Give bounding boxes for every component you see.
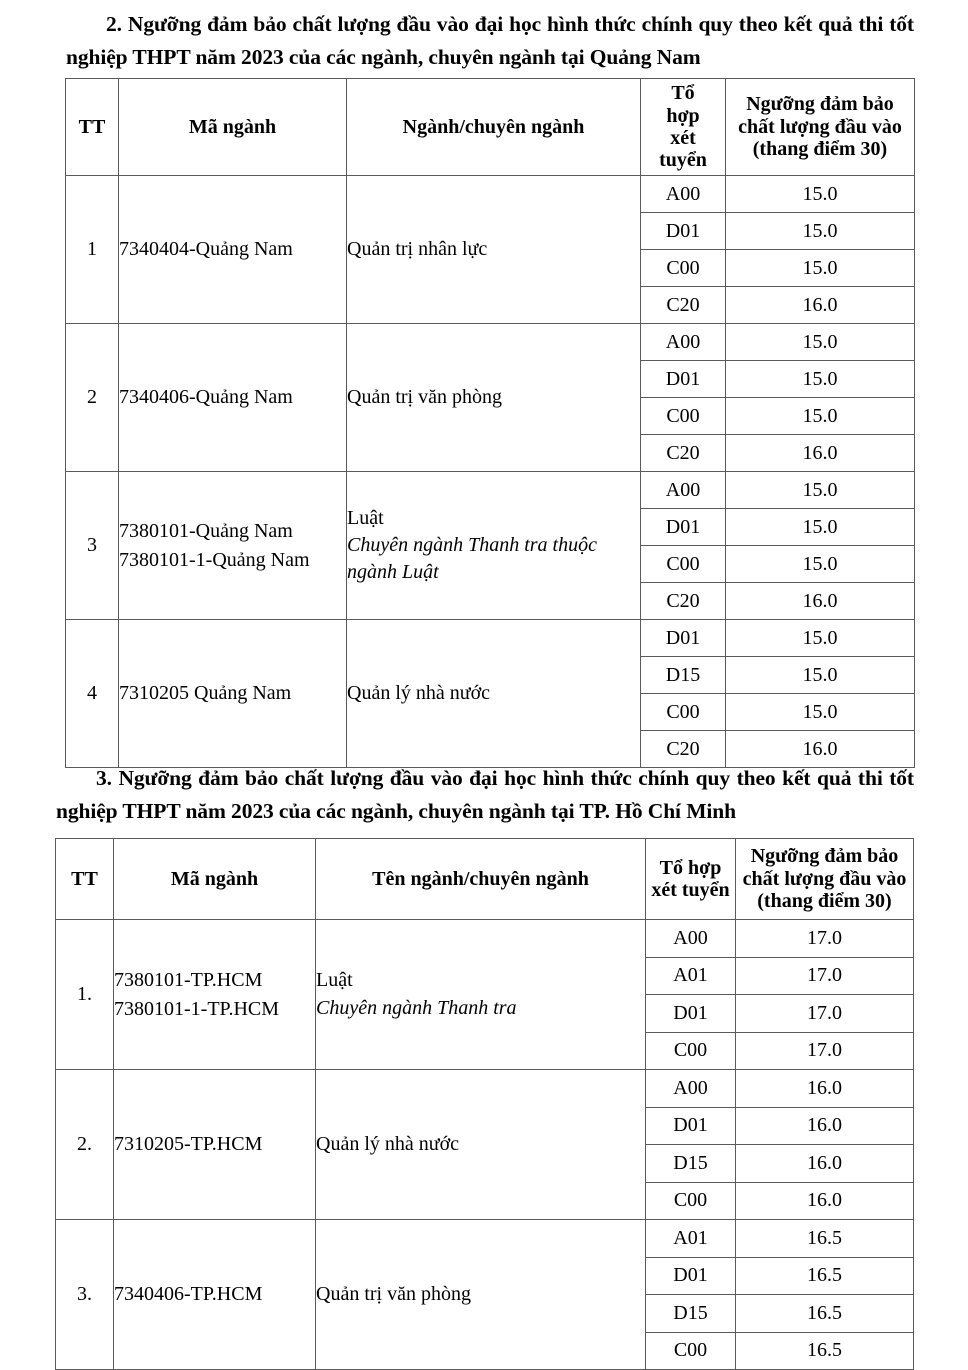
nganh-line-specialization: Chuyên ngành Thanh tra: [316, 996, 517, 1019]
cell-nguong: 15.0: [726, 398, 915, 435]
ma-nganh-line: 7380101-1-Quảng Nam: [119, 548, 310, 571]
cell-nguong: 17.0: [736, 995, 914, 1033]
cell-nguong: 15.0: [726, 657, 915, 694]
cell-to-hop: D01: [641, 213, 726, 250]
cell-to-hop: C20: [641, 435, 726, 472]
cell-to-hop: A00: [646, 1070, 736, 1108]
ma-nganh-line: 7380101-Quảng Nam: [119, 520, 293, 543]
ma-nganh-line: 7340406-TP.HCM: [114, 1283, 263, 1306]
cell-nguong: 15.0: [726, 620, 915, 657]
cell-to-hop: A00: [641, 472, 726, 509]
cell-nganh: [347, 324, 641, 472]
cell-to-hop: C00: [646, 1182, 736, 1220]
nganh-line: Luật: [347, 506, 384, 529]
cell-nguong: 16.0: [726, 731, 915, 768]
cell-nguong: 16.0: [736, 1182, 914, 1220]
cell-to-hop: A00: [641, 324, 726, 361]
tphcm-threshold-table: [55, 838, 914, 1370]
cell-nguong: 15.0: [726, 213, 915, 250]
cell-nganh: [347, 176, 641, 324]
ma-nganh-line: 7380101-TP.HCM: [114, 969, 263, 992]
col-header-nganh: Ngành/chuyên ngành: [347, 79, 641, 176]
cell-to-hop: C20: [641, 583, 726, 620]
table-row: [66, 324, 915, 361]
cell-nguong: 15.0: [726, 361, 915, 398]
cell-tt: 3: [66, 472, 119, 620]
cell-nguong: 17.0: [736, 920, 914, 958]
cell-tt: 2.: [56, 1070, 114, 1220]
cell-nguong: 15.0: [726, 546, 915, 583]
nganh-line-specialization: Chuyên ngành Thanh tra thuộc ngành Luật: [347, 533, 597, 584]
col-header-to-hop-line-1: Tổ hợp: [659, 856, 722, 879]
cell-ma-nganh: [119, 472, 347, 620]
cell-tt: 4: [66, 620, 119, 768]
cell-nguong: 15.0: [726, 472, 915, 509]
cell-nguong: 16.5: [736, 1295, 914, 1333]
nganh-line: Quản trị văn phòng: [347, 385, 502, 408]
col-header-nguong-line-2: chất lượng đầu vào: [742, 867, 907, 890]
table-1-body: [66, 176, 915, 768]
col-header-nguong-line-1: Ngưỡng đảm bảo: [746, 93, 894, 116]
col-header-nguong-line-3: (thang điểm 30): [757, 890, 892, 913]
cell-to-hop: D01: [641, 620, 726, 657]
cell-to-hop: D15: [641, 657, 726, 694]
cell-nganh: [316, 1070, 646, 1220]
ma-nganh-line: 7340404-Quảng Nam: [119, 238, 293, 261]
col-header-tt: TT: [66, 79, 119, 176]
cell-nganh: [347, 620, 641, 768]
col-header-tt: TT: [56, 839, 114, 920]
cell-nganh: [347, 472, 641, 620]
cell-to-hop: A00: [646, 920, 736, 958]
col-header-to-hop-line-3: xét: [670, 127, 696, 149]
col-header-nguong-line-1: Ngưỡng đảm bảo: [750, 845, 899, 868]
cell-nguong: 16.0: [726, 435, 915, 472]
section-2-heading: 2. Ngưỡng đảm bảo chất lượng đầu vào đại học hình thức chính quy theo kết quả thi tốt nghiệp THPT năm 2023 của các ngành, chuyên ngành tại Quảng Nam: [66, 12, 914, 69]
quang-nam-threshold-table: [65, 78, 915, 768]
nganh-line: Luật: [316, 969, 353, 992]
cell-ma-nganh: [114, 920, 316, 1070]
table-row: [66, 472, 915, 509]
cell-nguong: 16.0: [736, 1145, 914, 1183]
nganh-line: Quản trị văn phòng: [316, 1282, 471, 1305]
col-header-nganh: Tên ngành/chuyên ngành: [316, 839, 646, 920]
cell-to-hop: D01: [641, 509, 726, 546]
ma-nganh-line: 7340406-Quảng Nam: [119, 386, 293, 409]
cell-to-hop: D01: [646, 1257, 736, 1295]
cell-nguong: 15.0: [726, 509, 915, 546]
cell-nguong: 16.0: [736, 1107, 914, 1145]
cell-ma-nganh: [114, 1220, 316, 1370]
col-header-to-hop-line-2: xét tuyển: [651, 879, 730, 901]
cell-tt: 1.: [56, 920, 114, 1070]
ma-nganh-line: 7380101-1-TP.HCM: [114, 997, 280, 1020]
cell-nguong: 16.0: [726, 287, 915, 324]
cell-to-hop: D01: [646, 995, 736, 1033]
cell-nguong: 15.0: [726, 324, 915, 361]
cell-nguong: 15.0: [726, 250, 915, 287]
cell-nguong: 17.0: [736, 1032, 914, 1070]
cell-to-hop: C00: [646, 1332, 736, 1370]
col-header-to-hop-line-2: hợp: [666, 104, 700, 127]
col-header-nguong: [726, 79, 915, 176]
cell-nguong: 15.0: [726, 176, 915, 213]
cell-to-hop: D15: [646, 1145, 736, 1183]
cell-tt: 1: [66, 176, 119, 324]
table-row: [56, 1220, 914, 1258]
cell-ma-nganh: [114, 1070, 316, 1220]
table-row: [66, 176, 915, 213]
col-header-nguong-line-2: chất lượng đầu vào: [738, 115, 902, 138]
table-2-header: [56, 839, 914, 920]
ma-nganh-line: 7310205 Quảng Nam: [119, 682, 292, 705]
cell-to-hop: C20: [641, 287, 726, 324]
section-3-heading: 3. Ngưỡng đảm bảo chất lượng đầu vào đại học hình thức chính quy theo kết quả thi tốt nghiệp THPT năm 2023 của các ngành, chuyên ngành tại TP. Hồ Chí Minh: [56, 766, 914, 823]
col-header-ma-nganh: Mã ngành: [114, 839, 316, 920]
cell-to-hop: C00: [641, 250, 726, 287]
ma-nganh-line: 7310205-TP.HCM: [114, 1133, 263, 1156]
nganh-line: Quản trị nhân lực: [347, 237, 488, 260]
cell-tt: 3.: [56, 1220, 114, 1370]
table-row: [66, 620, 915, 657]
cell-nguong: 16.5: [736, 1332, 914, 1370]
cell-nguong: 15.0: [726, 694, 915, 731]
col-header-nguong: [736, 839, 914, 920]
cell-to-hop: C00: [646, 1032, 736, 1070]
cell-to-hop: C20: [641, 731, 726, 768]
col-header-ma-nganh: Mã ngành: [119, 79, 347, 176]
cell-nguong: 16.5: [736, 1220, 914, 1258]
cell-nguong: 16.0: [736, 1070, 914, 1108]
col-header-to-hop: [646, 839, 736, 920]
cell-to-hop: C00: [641, 398, 726, 435]
cell-to-hop: A00: [641, 176, 726, 213]
nganh-line: Quản lý nhà nước: [316, 1132, 460, 1155]
cell-to-hop: C00: [641, 694, 726, 731]
cell-to-hop: A01: [646, 957, 736, 995]
cell-to-hop: C00: [641, 546, 726, 583]
cell-ma-nganh: [119, 176, 347, 324]
cell-ma-nganh: [119, 324, 347, 472]
table-row: [56, 920, 914, 958]
nganh-line: Quản lý nhà nước: [347, 681, 491, 704]
cell-nganh: [316, 1220, 646, 1370]
cell-nguong: 16.0: [726, 583, 915, 620]
table-1-header-row: [66, 79, 915, 176]
cell-nguong: 17.0: [736, 957, 914, 995]
table-2-header-row: [56, 839, 914, 920]
col-header-nguong-line-3: (thang điểm 30): [752, 138, 888, 161]
cell-ma-nganh: [119, 620, 347, 768]
cell-nganh: [316, 920, 646, 1070]
table-2-body: [56, 920, 914, 1370]
cell-tt: 2: [66, 324, 119, 472]
cell-to-hop: D01: [641, 361, 726, 398]
cell-to-hop: D15: [646, 1295, 736, 1333]
col-header-to-hop: [641, 79, 726, 176]
table-1-header: [66, 79, 915, 176]
col-header-to-hop-line-1: Tổ: [671, 82, 695, 105]
cell-to-hop: D01: [646, 1107, 736, 1145]
cell-nguong: 16.5: [736, 1257, 914, 1295]
table-row: [56, 1070, 914, 1108]
cell-to-hop: A01: [646, 1220, 736, 1258]
col-header-to-hop-line-4: tuyển: [659, 149, 707, 172]
